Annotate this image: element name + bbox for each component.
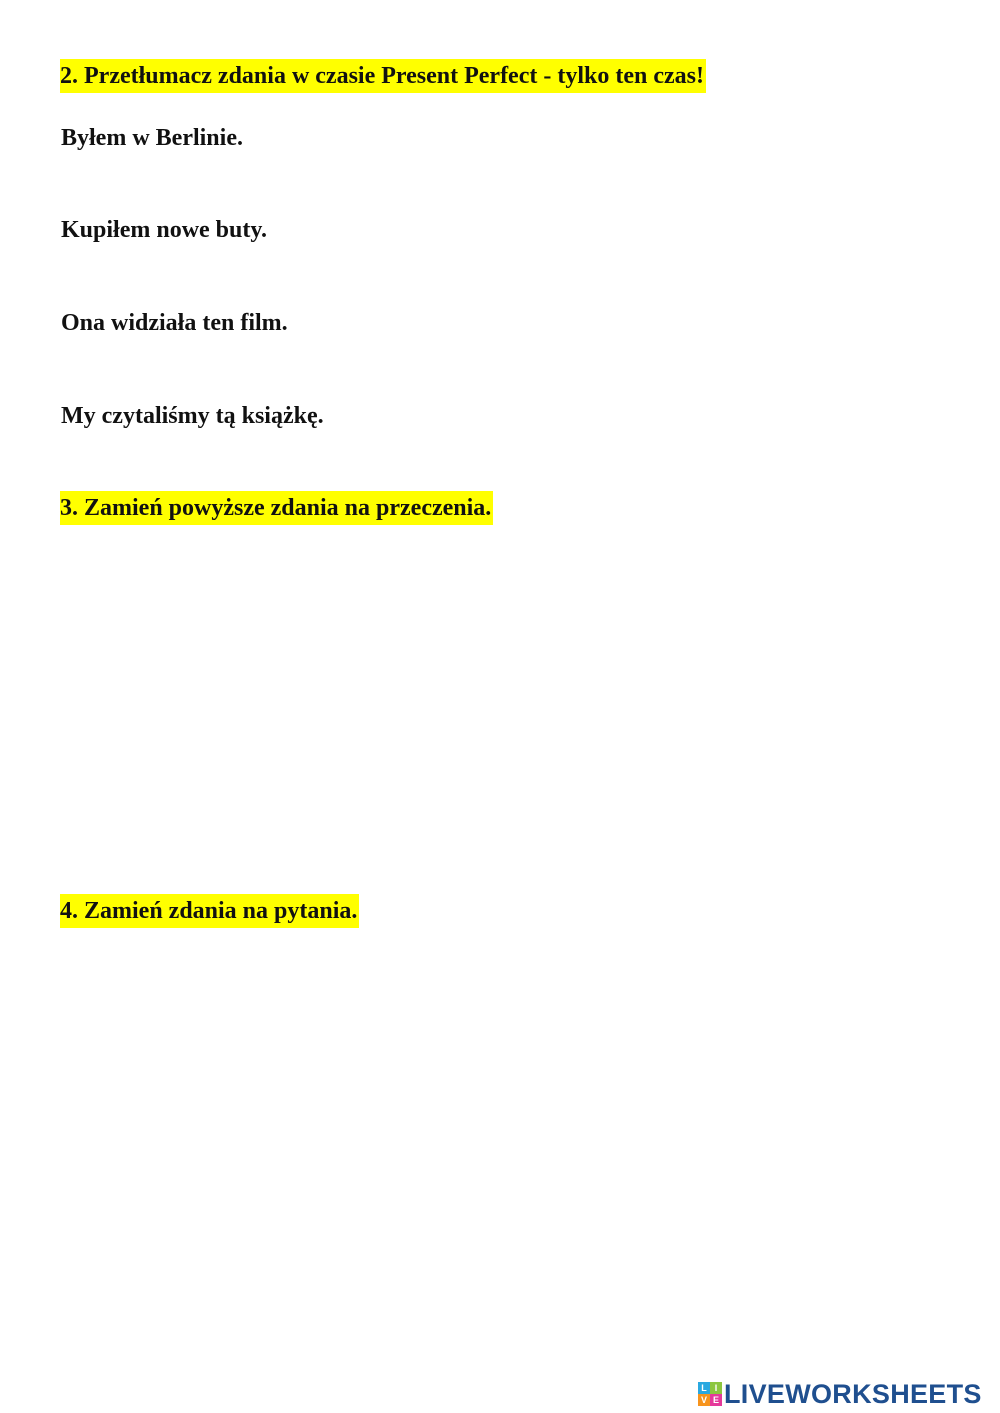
section-2-heading: 2. Przetłumacz zdania w czasie Present Perfect - tylko ten czas! xyxy=(60,59,706,93)
sentence-1: Byłem w Berlinie. xyxy=(61,125,243,151)
logo-mark-letter-l: L xyxy=(698,1382,710,1394)
sentence-3: Ona widziała ten film. xyxy=(61,310,288,336)
sentence-4: My czytaliśmy tą książkę. xyxy=(61,403,324,429)
liveworksheets-logo-icon xyxy=(698,1382,722,1406)
logo-text: LIVEWORKSHEETS xyxy=(724,1379,982,1409)
logo-mark-letter-i: I xyxy=(710,1382,722,1394)
section-3-heading: 3. Zamień powyższe zdania na przeczenia. xyxy=(60,491,493,525)
logo-mark-letter-v: V xyxy=(698,1394,710,1406)
liveworksheets-logo xyxy=(698,1376,982,1412)
section-4-heading: 4. Zamień zdania na pytania. xyxy=(60,894,359,928)
logo-mark-letter-e: E xyxy=(710,1394,722,1406)
sentence-2: Kupiłem nowe buty. xyxy=(61,217,268,243)
